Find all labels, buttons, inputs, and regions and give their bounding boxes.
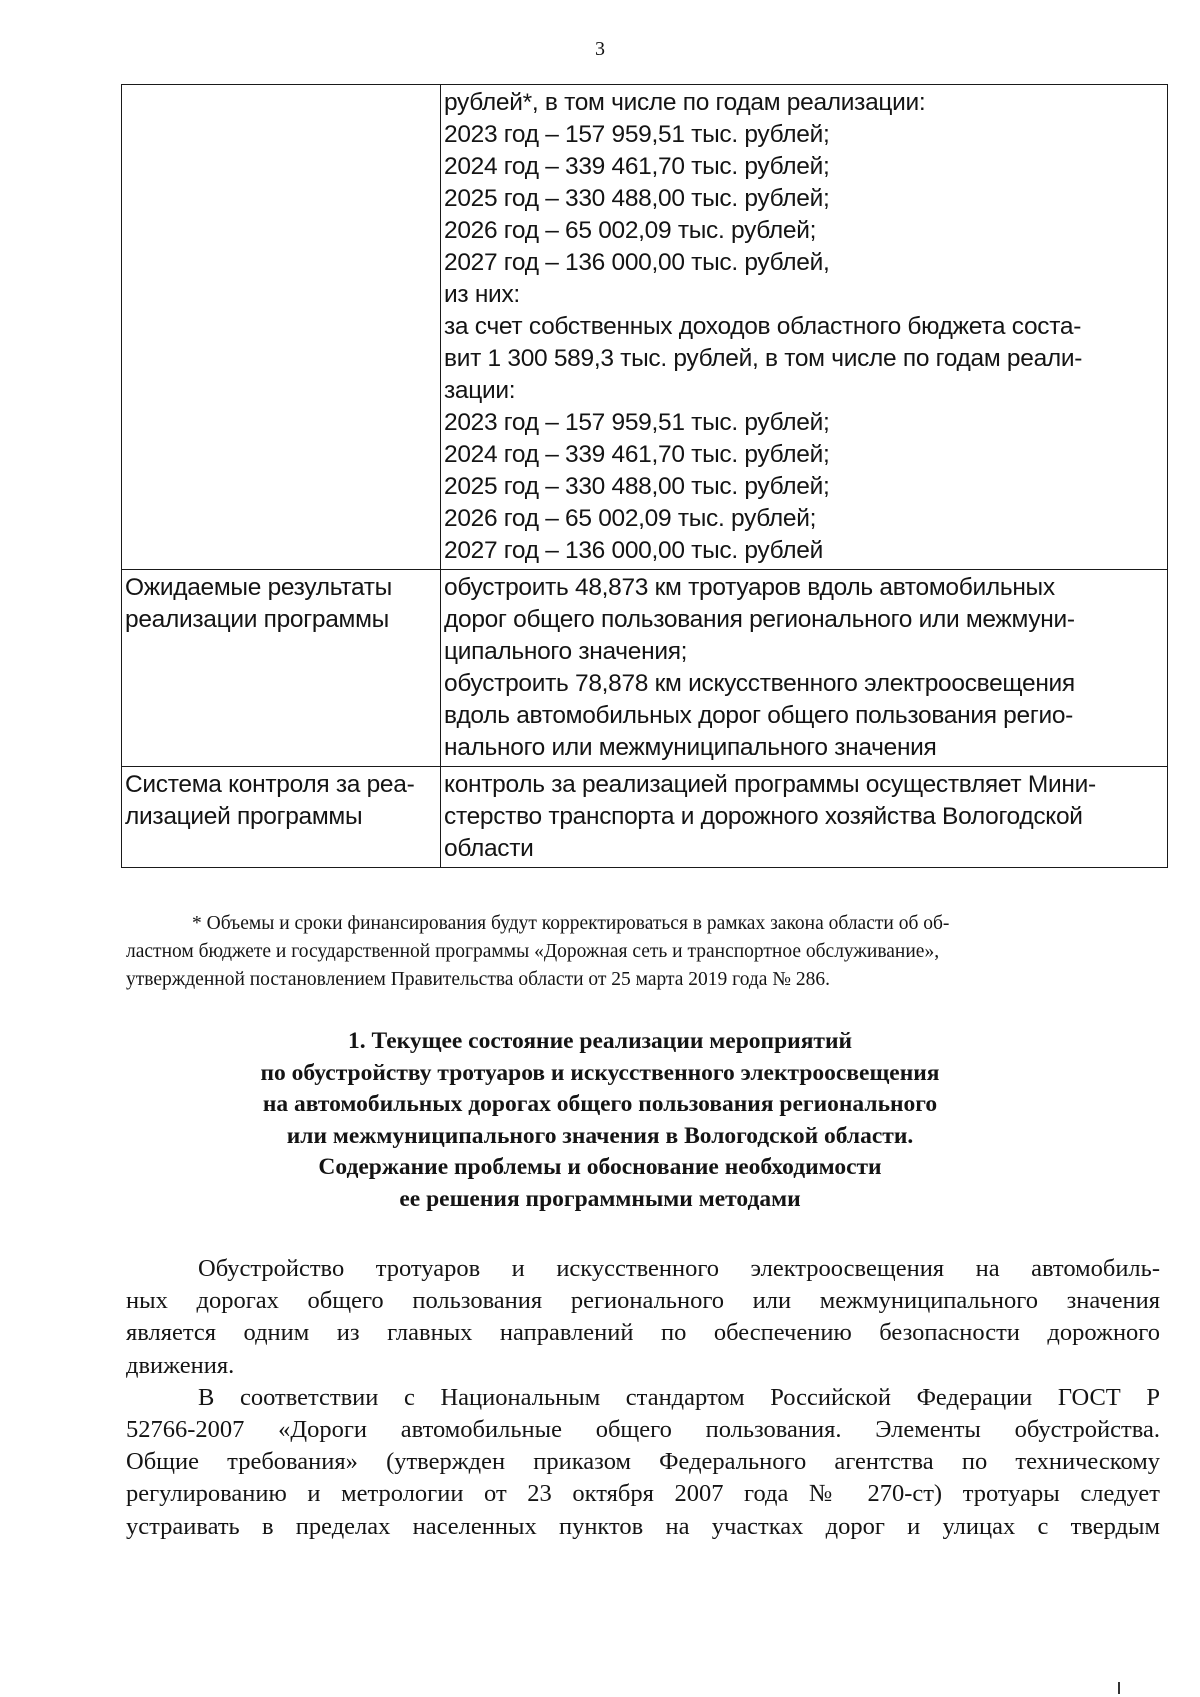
table-cell-label [122,767,441,868]
table-row [122,767,1168,868]
value-line: дорог общего пользования регионального или межмуни- [444,606,1075,633]
table-cell-value [441,570,1168,767]
paragraph-line: движения. [126,1351,235,1379]
value-line: из них: [444,281,520,308]
label-line: реализации программы [125,606,389,633]
paragraph-line: 52766-2007 «Дороги автомобильные общего пользования. Элементы обустройства. [126,1416,1160,1444]
value-line: нального или межмуниципального значения [444,734,937,761]
value-line: 2025 год – 330 488,00 тыс. рублей; [444,473,830,500]
paragraph-line: Обустройство тротуаров и искусственного электроосвещения на автомобиль- [198,1255,1160,1282]
table-cell-value [441,85,1168,570]
body-text [126,1253,1160,1543]
paragraph-line: В соответствии с Национальным стандартом Российской Федерации ГОСТ Р [198,1383,1160,1411]
heading-line: или межмуниципального значения в Вологодской области. [286,1122,914,1149]
value-line: стерство транспорта и дорожного хозяйства Вологодской [444,803,1083,830]
label-line: Ожидаемые результаты [125,574,392,601]
funding-footnote [126,910,1158,994]
footnote-line: утвержденной постановлением Правительства области от 25 марта 2019 года № 286. [126,969,830,990]
value-line: ципального значения; [444,638,688,665]
heading-line: 1. Текущее состояние реализации мероприятий [347,1028,853,1054]
value-line: рублей*, в том числе по годам реализации: [444,89,926,116]
scan-mark [1118,1682,1120,1694]
value-line: 2027 год – 136 000,00 тыс. рублей [444,537,823,564]
label-line: Система контроля за реа- [125,771,415,798]
value-line: 2023 год – 157 959,51 тыс. рублей; [444,121,830,148]
table-row [122,85,1168,570]
heading-line: ее решения программными методами [399,1185,801,1212]
table-cell-label [122,85,441,570]
paragraph-line: ных дорогах общего пользования регионального или межмуниципального значения [126,1287,1160,1315]
label-line: лизацией программы [125,803,363,830]
heading-line: по обустройству тротуаров и искусственного электроосвещения [260,1059,940,1086]
value-line: 2024 год – 339 461,70 тыс. рублей; [444,153,830,180]
value-line: 2025 год – 330 488,00 тыс. рублей; [444,185,830,212]
page-number: 3 [595,38,605,60]
table-cell-label [122,570,441,767]
value-line: вдоль автомобильных дорог общего пользования регио- [444,702,1074,729]
heading-line: Содержание проблемы и обоснование необходимости [318,1154,882,1180]
section-heading [0,1026,1200,1215]
value-line: вит 1 300 589,3 тыс. рублей, в том числе по годам реали- [444,345,1083,372]
table-row [122,570,1168,767]
value-line: 2024 год – 339 461,70 тыс. рублей; [444,441,830,468]
value-line: зации: [444,377,516,404]
heading-line: на автомобильных дорогах общего пользования регионального [262,1091,938,1117]
footnote-line: * Объемы и сроки финансирования будут корректироваться в рамках закона области об об- [192,913,950,934]
value-line: обустроить 48,873 км тротуаров вдоль автомобильных [444,574,1055,601]
value-line: 2026 год – 65 002,09 тыс. рублей; [444,217,817,244]
value-line: 2027 год – 136 000,00 тыс. рублей, [444,249,830,276]
value-line: контроль за реализацией программы осуществляет Мини- [444,771,1096,798]
program-passport-table [121,84,1168,868]
value-line: области [444,835,534,862]
paragraph-line: является одним из главных направлений по обеспечению безопасности дорожного [126,1319,1160,1347]
value-line: обустроить 78,878 км искусственного электроосвещения [444,670,1075,697]
paragraph-line: устраивать в пределах населенных пунктов на участках дорог и улицах с твердым [126,1512,1160,1540]
table-cell-value [441,767,1168,868]
paragraph-line: Общие требования» (утвержден приказом Федерального агентства по техническому [126,1448,1160,1476]
value-line: 2023 год – 157 959,51 тыс. рублей; [444,409,830,436]
value-line: за счет собственных доходов областного бюджета соста- [444,313,1082,340]
paragraph-line: регулированию и метрологии от 23 октября 2007 года № 270-ст) тротуары следует [126,1480,1160,1508]
footnote-line: ластном бюджете и государственной программы «Дорожная сеть и транспортное обслуживание», [126,941,940,962]
value-line: 2026 год – 65 002,09 тыс. рублей; [444,505,817,532]
